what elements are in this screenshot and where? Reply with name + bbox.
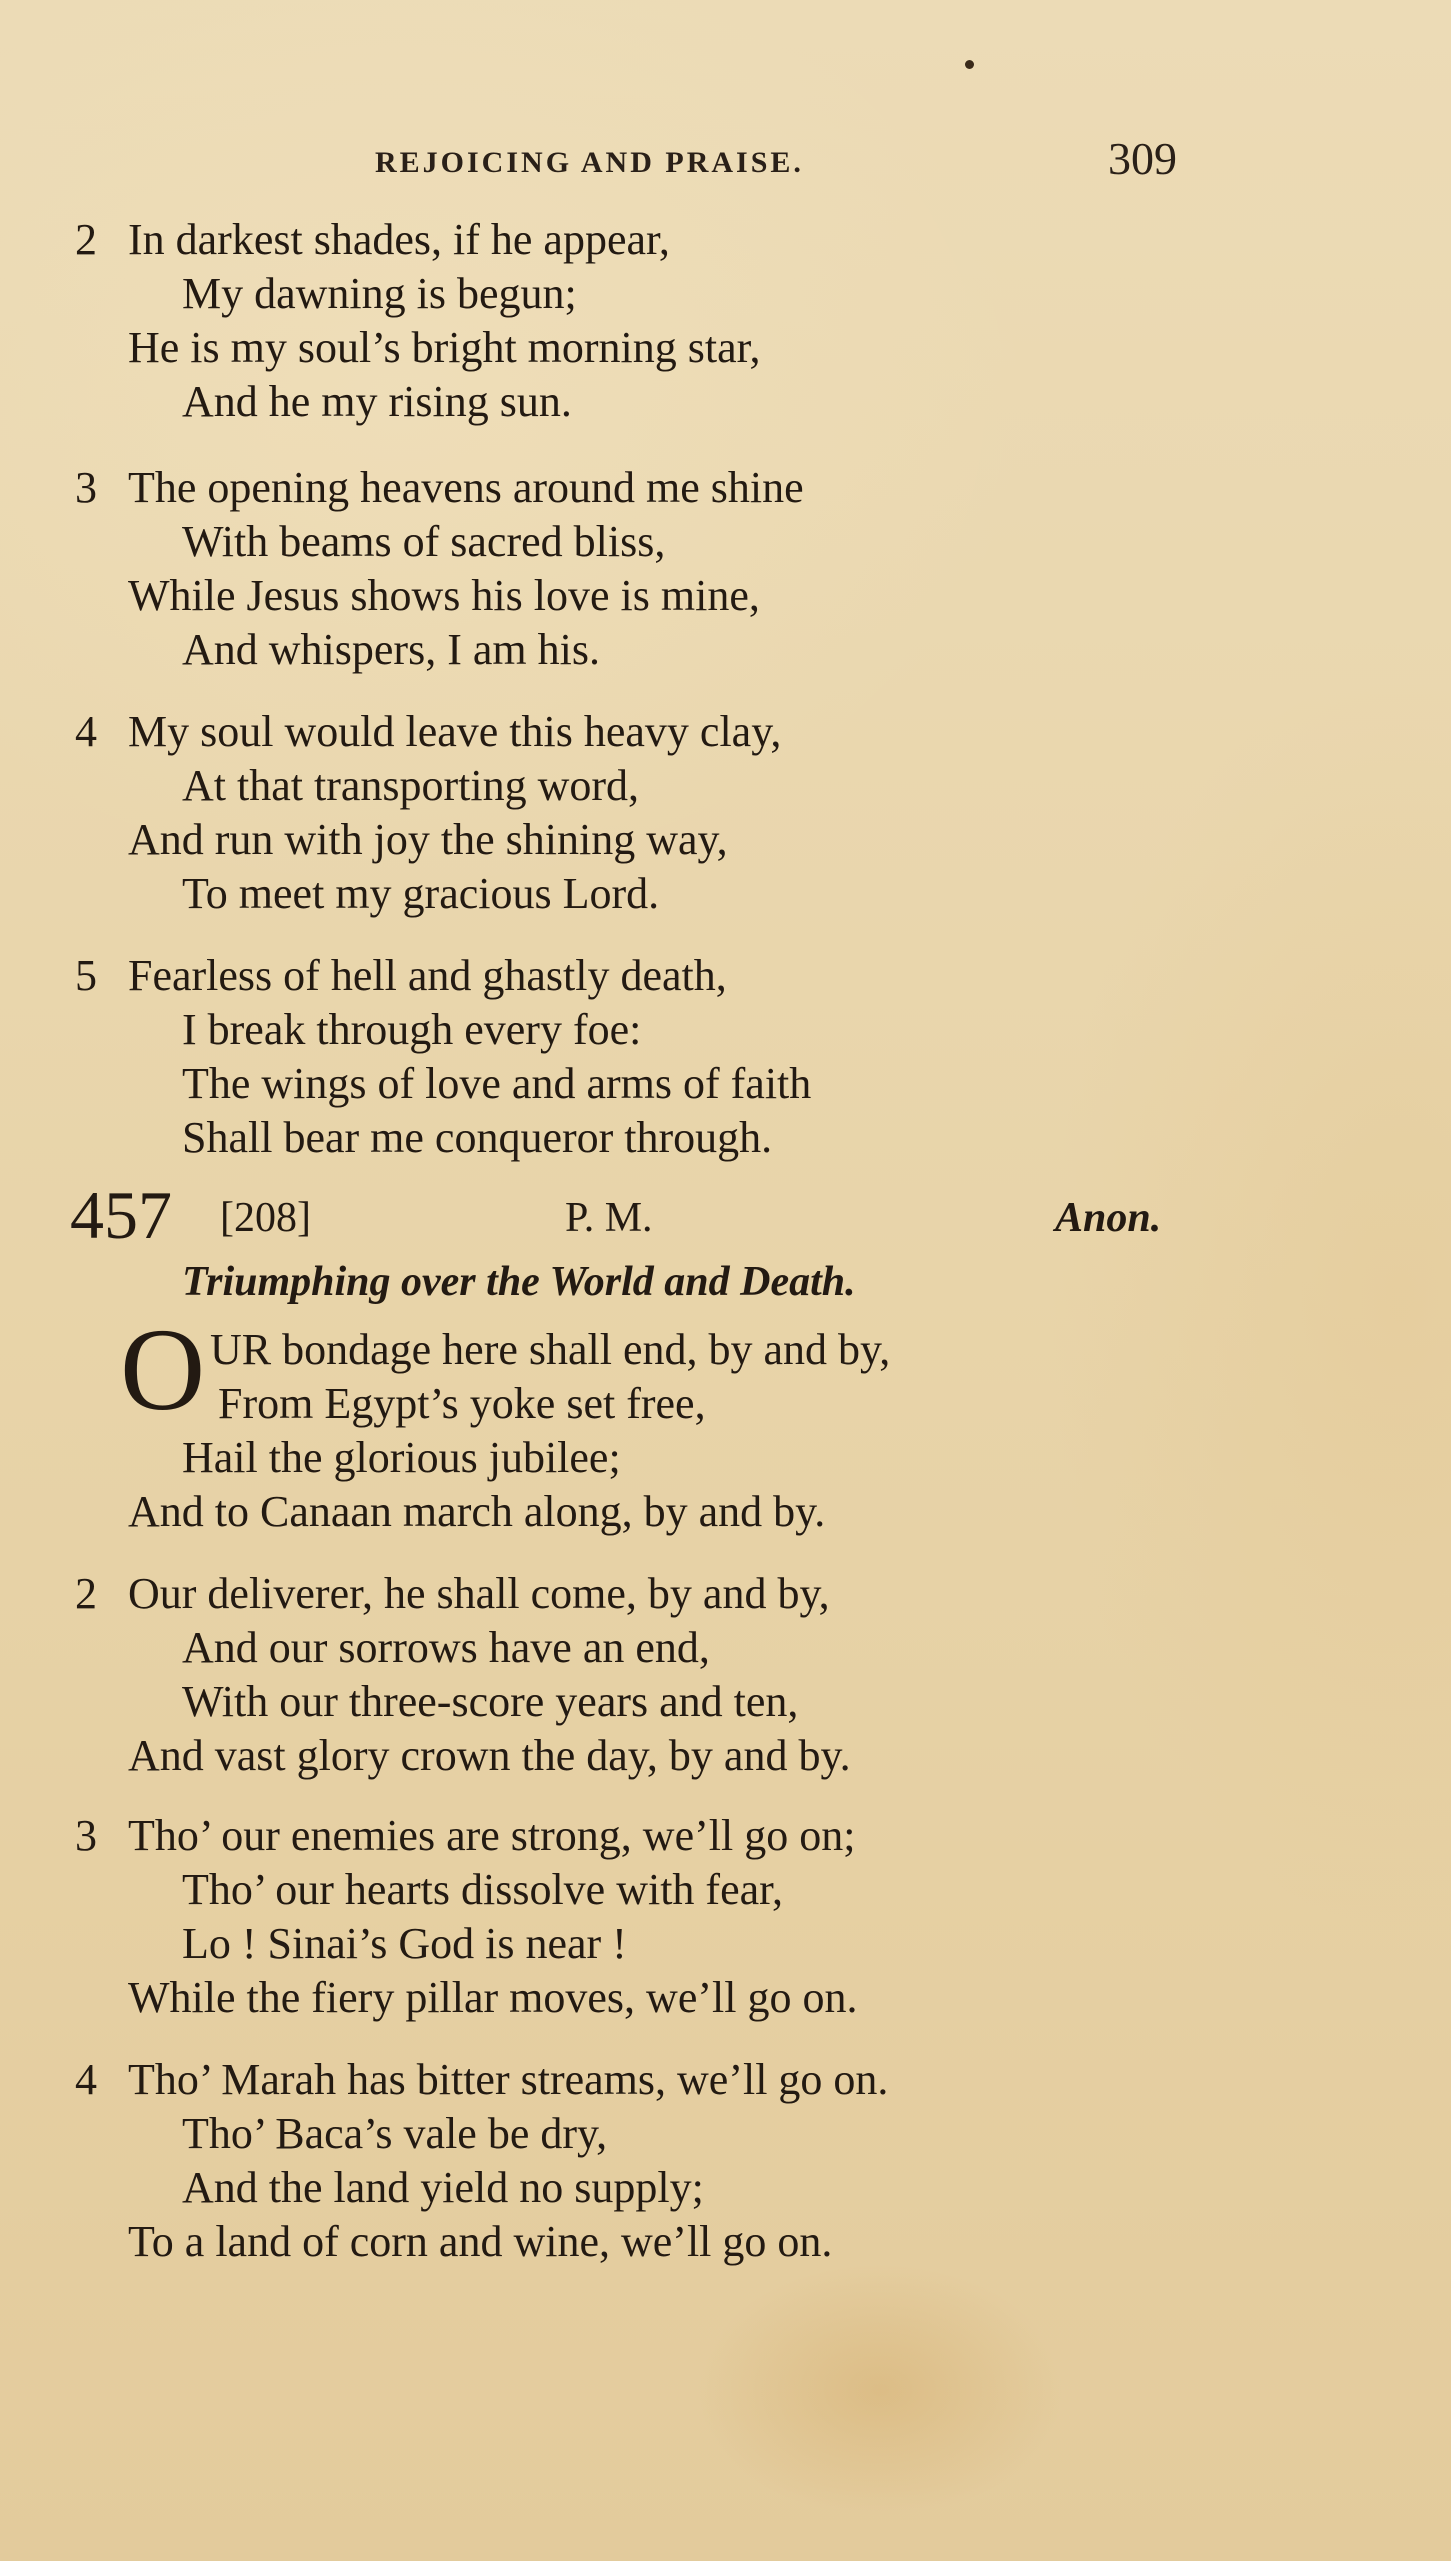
running-head: REJOICING AND PRAISE. — [375, 146, 804, 179]
verse-number: 4 — [75, 2055, 97, 2104]
verse-line: The wings of love and arms of faith — [182, 1059, 812, 1108]
verse-line: At that transporting word, — [182, 761, 640, 810]
verse-line: Hail the glorious jubilee; — [182, 1433, 621, 1482]
ink-mark — [965, 60, 974, 69]
verse-line: And whispers, I am his. — [182, 625, 600, 674]
verse-number: 2 — [75, 215, 97, 264]
verse-number: 3 — [75, 1811, 97, 1860]
hymn-reference: [208] — [220, 1195, 311, 1241]
verse-number: 2 — [75, 1569, 97, 1618]
verse-line: To a land of corn and wine, we’ll go on. — [128, 2217, 833, 2266]
verse-line: Our deliverer, he shall come, by and by, — [128, 1569, 830, 1618]
verse-line: Tho’ our enemies are strong, we’ll go on; — [128, 1811, 856, 1860]
verse-number: 3 — [75, 463, 97, 512]
verse-line: Fearless of hell and ghastly death, — [128, 951, 727, 1000]
hymn-number: 457 — [70, 1177, 172, 1253]
verse-line: With our three-score years and ten, — [182, 1677, 799, 1726]
verse-line: Tho’ Baca’s vale be dry, — [182, 2109, 608, 2158]
verse-line: In darkest shades, if he appear, — [128, 215, 670, 264]
verse-line: And run with joy the shining way, — [128, 815, 728, 864]
page-header — [0, 132, 1451, 192]
verse-line: My soul would leave this heavy clay, — [128, 707, 782, 756]
verse-line: My dawning is begun; — [182, 269, 577, 318]
verse-line: To meet my gracious Lord. — [182, 869, 660, 918]
verse-line: And our sorrows have an end, — [182, 1623, 710, 1672]
verse-line: And he my rising sun. — [182, 377, 572, 426]
drop-cap: O — [120, 1304, 206, 1435]
hymn-title: Triumphing over the World and Death. — [182, 1259, 856, 1305]
verse-line: And to Canaan march along, by and by. — [128, 1487, 826, 1536]
verse-line: I break through every foe: — [182, 1005, 642, 1054]
verse-line: The opening heavens around me shine — [128, 463, 804, 512]
hymn-heading — [0, 1177, 1451, 1253]
verse-line: And the land yield no supply; — [182, 2163, 704, 2212]
verse-line: While the fiery pillar moves, we’ll go on. — [128, 1973, 858, 2022]
verse-line: And vast glory crown the day, by and by. — [128, 1731, 851, 1780]
verse-line: UR bondage here shall end, by and by, — [210, 1325, 891, 1374]
verse-line: He is my soul’s bright morning star, — [128, 323, 761, 372]
verse-line: While Jesus shows his love is mine, — [128, 571, 760, 620]
verse-line: From Egypt’s yoke set free, — [218, 1379, 706, 1428]
verse-line: Shall bear me conqueror through. — [182, 1113, 773, 1162]
verse-line: Lo ! Sinai’s God is near ! — [182, 1919, 627, 1968]
verse-line: Tho’ Marah has bitter streams, we’ll go on. — [128, 2055, 889, 2104]
verse-number: 4 — [75, 707, 97, 756]
hymn-meter: P. M. — [565, 1195, 653, 1241]
verse-line: With beams of sacred bliss, — [182, 517, 666, 566]
page-number: 309 — [1108, 133, 1177, 184]
verse-number: 5 — [75, 951, 97, 1000]
verse-line: Tho’ our hearts dissolve with fear, — [182, 1865, 784, 1914]
hymn-tune: Anon. — [1055, 1195, 1162, 1241]
